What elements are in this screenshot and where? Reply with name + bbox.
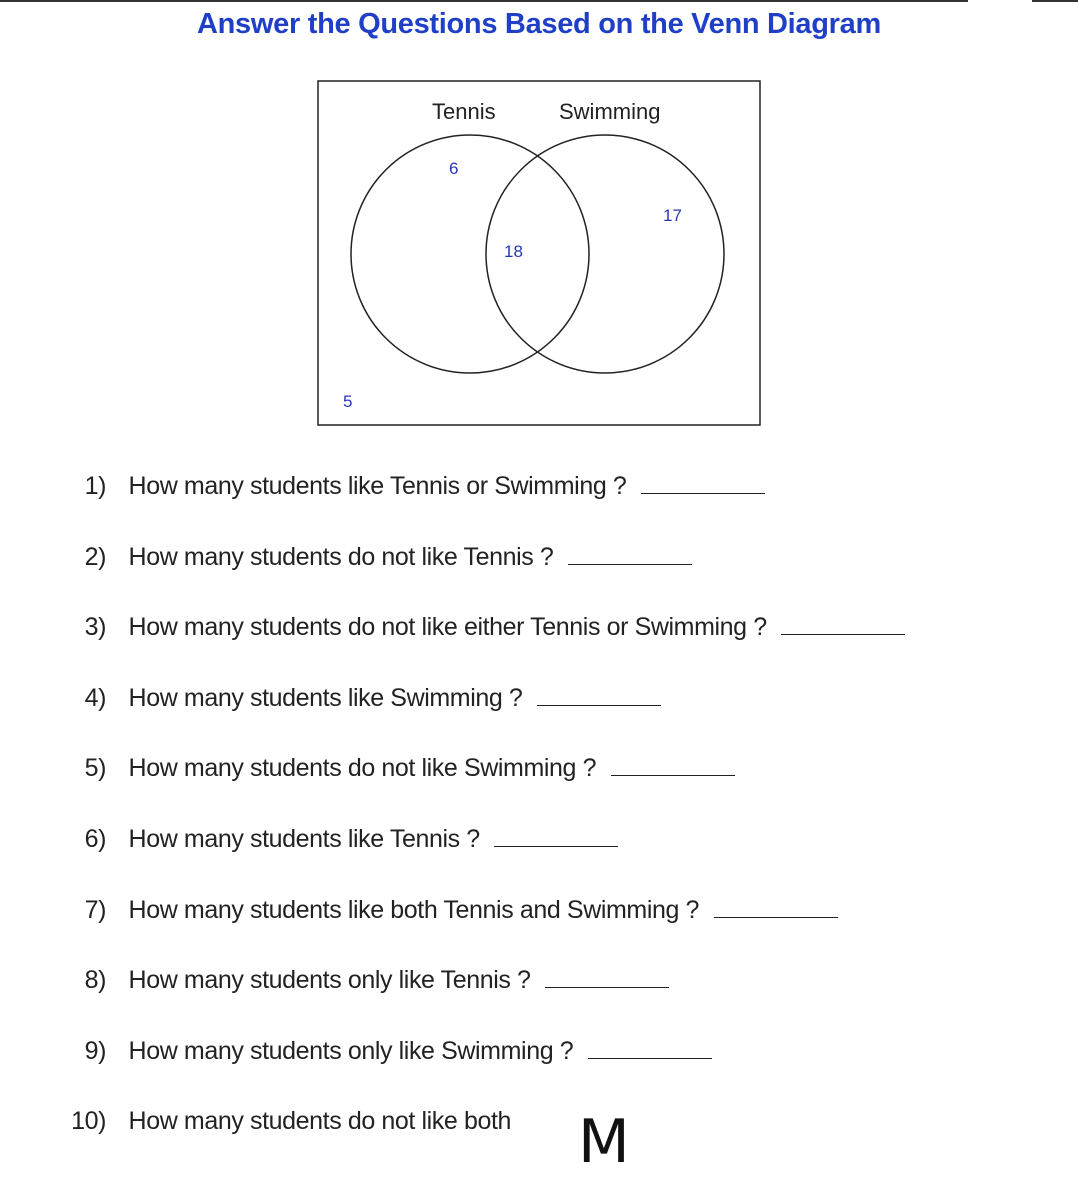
- answer-blank[interactable]: [494, 820, 618, 847]
- question-number: 4): [84, 684, 106, 712]
- question-number: 1): [84, 472, 106, 500]
- question-number: 9): [84, 1037, 106, 1065]
- question-text: How many students like Swimming ?: [128, 684, 523, 712]
- question-number: 7): [84, 896, 106, 924]
- question-4: [36, 678, 661, 718]
- question-text: How many students only like Tennis ?: [128, 966, 531, 994]
- question-6: [36, 819, 618, 859]
- answer-blank[interactable]: [588, 1032, 712, 1059]
- question-1: [36, 466, 765, 506]
- answer-blank[interactable]: [545, 961, 669, 988]
- only-swimming-count: 17: [663, 206, 682, 225]
- neither-count: 5: [343, 392, 353, 411]
- question-text: How many students like Tennis ?: [128, 825, 480, 853]
- question-2: [36, 537, 692, 577]
- question-number: 10): [71, 1107, 106, 1135]
- tennis-circle: [351, 135, 589, 373]
- question-text: How many students do not like both: [128, 1107, 512, 1135]
- question-number: 8): [84, 966, 106, 994]
- question-text: How many students do not like either Tennis or Swimming ?: [128, 613, 767, 641]
- answer-blank[interactable]: [537, 679, 661, 706]
- swimming-label: Swimming: [559, 99, 661, 124]
- question-3: [36, 607, 905, 647]
- question-text: How many students like Tennis or Swimming ?: [128, 472, 627, 500]
- question-text: How many students only like Swimming ?: [128, 1037, 574, 1065]
- answer-blank[interactable]: [781, 608, 905, 635]
- answer-blank[interactable]: [714, 891, 838, 918]
- worksheet-title: Answer the Questions Based on the Venn Diagram: [197, 8, 881, 40]
- question-number: 3): [84, 613, 106, 641]
- question-number: 2): [84, 543, 106, 571]
- only-tennis-count: 6: [449, 159, 459, 178]
- question-text: How many students do not like Swimming ?: [128, 754, 597, 782]
- top-rule-right: [1032, 0, 1078, 2]
- venn-svg: [317, 80, 761, 426]
- question-number: 6): [84, 825, 106, 853]
- question-7: [36, 890, 838, 930]
- question-8: [36, 960, 669, 1000]
- top-rule: [0, 0, 968, 2]
- both-count: 18: [504, 242, 523, 261]
- universal-set-box: [318, 81, 760, 425]
- question-number: 5): [84, 754, 106, 782]
- question-text: How many students do not like Tennis ?: [128, 543, 554, 571]
- venn-diagram: [317, 80, 761, 426]
- question-text: How many students like both Tennis and Swimming ?: [128, 896, 700, 924]
- answer-blank[interactable]: [611, 749, 735, 776]
- question-9: [36, 1031, 712, 1071]
- answer-blank[interactable]: [568, 538, 692, 565]
- overlay-text-fragment: M: [578, 1107, 630, 1177]
- question-5: [36, 748, 735, 788]
- tennis-label: Tennis: [432, 99, 496, 124]
- answer-blank[interactable]: [641, 467, 765, 494]
- question-10: [22, 1101, 511, 1141]
